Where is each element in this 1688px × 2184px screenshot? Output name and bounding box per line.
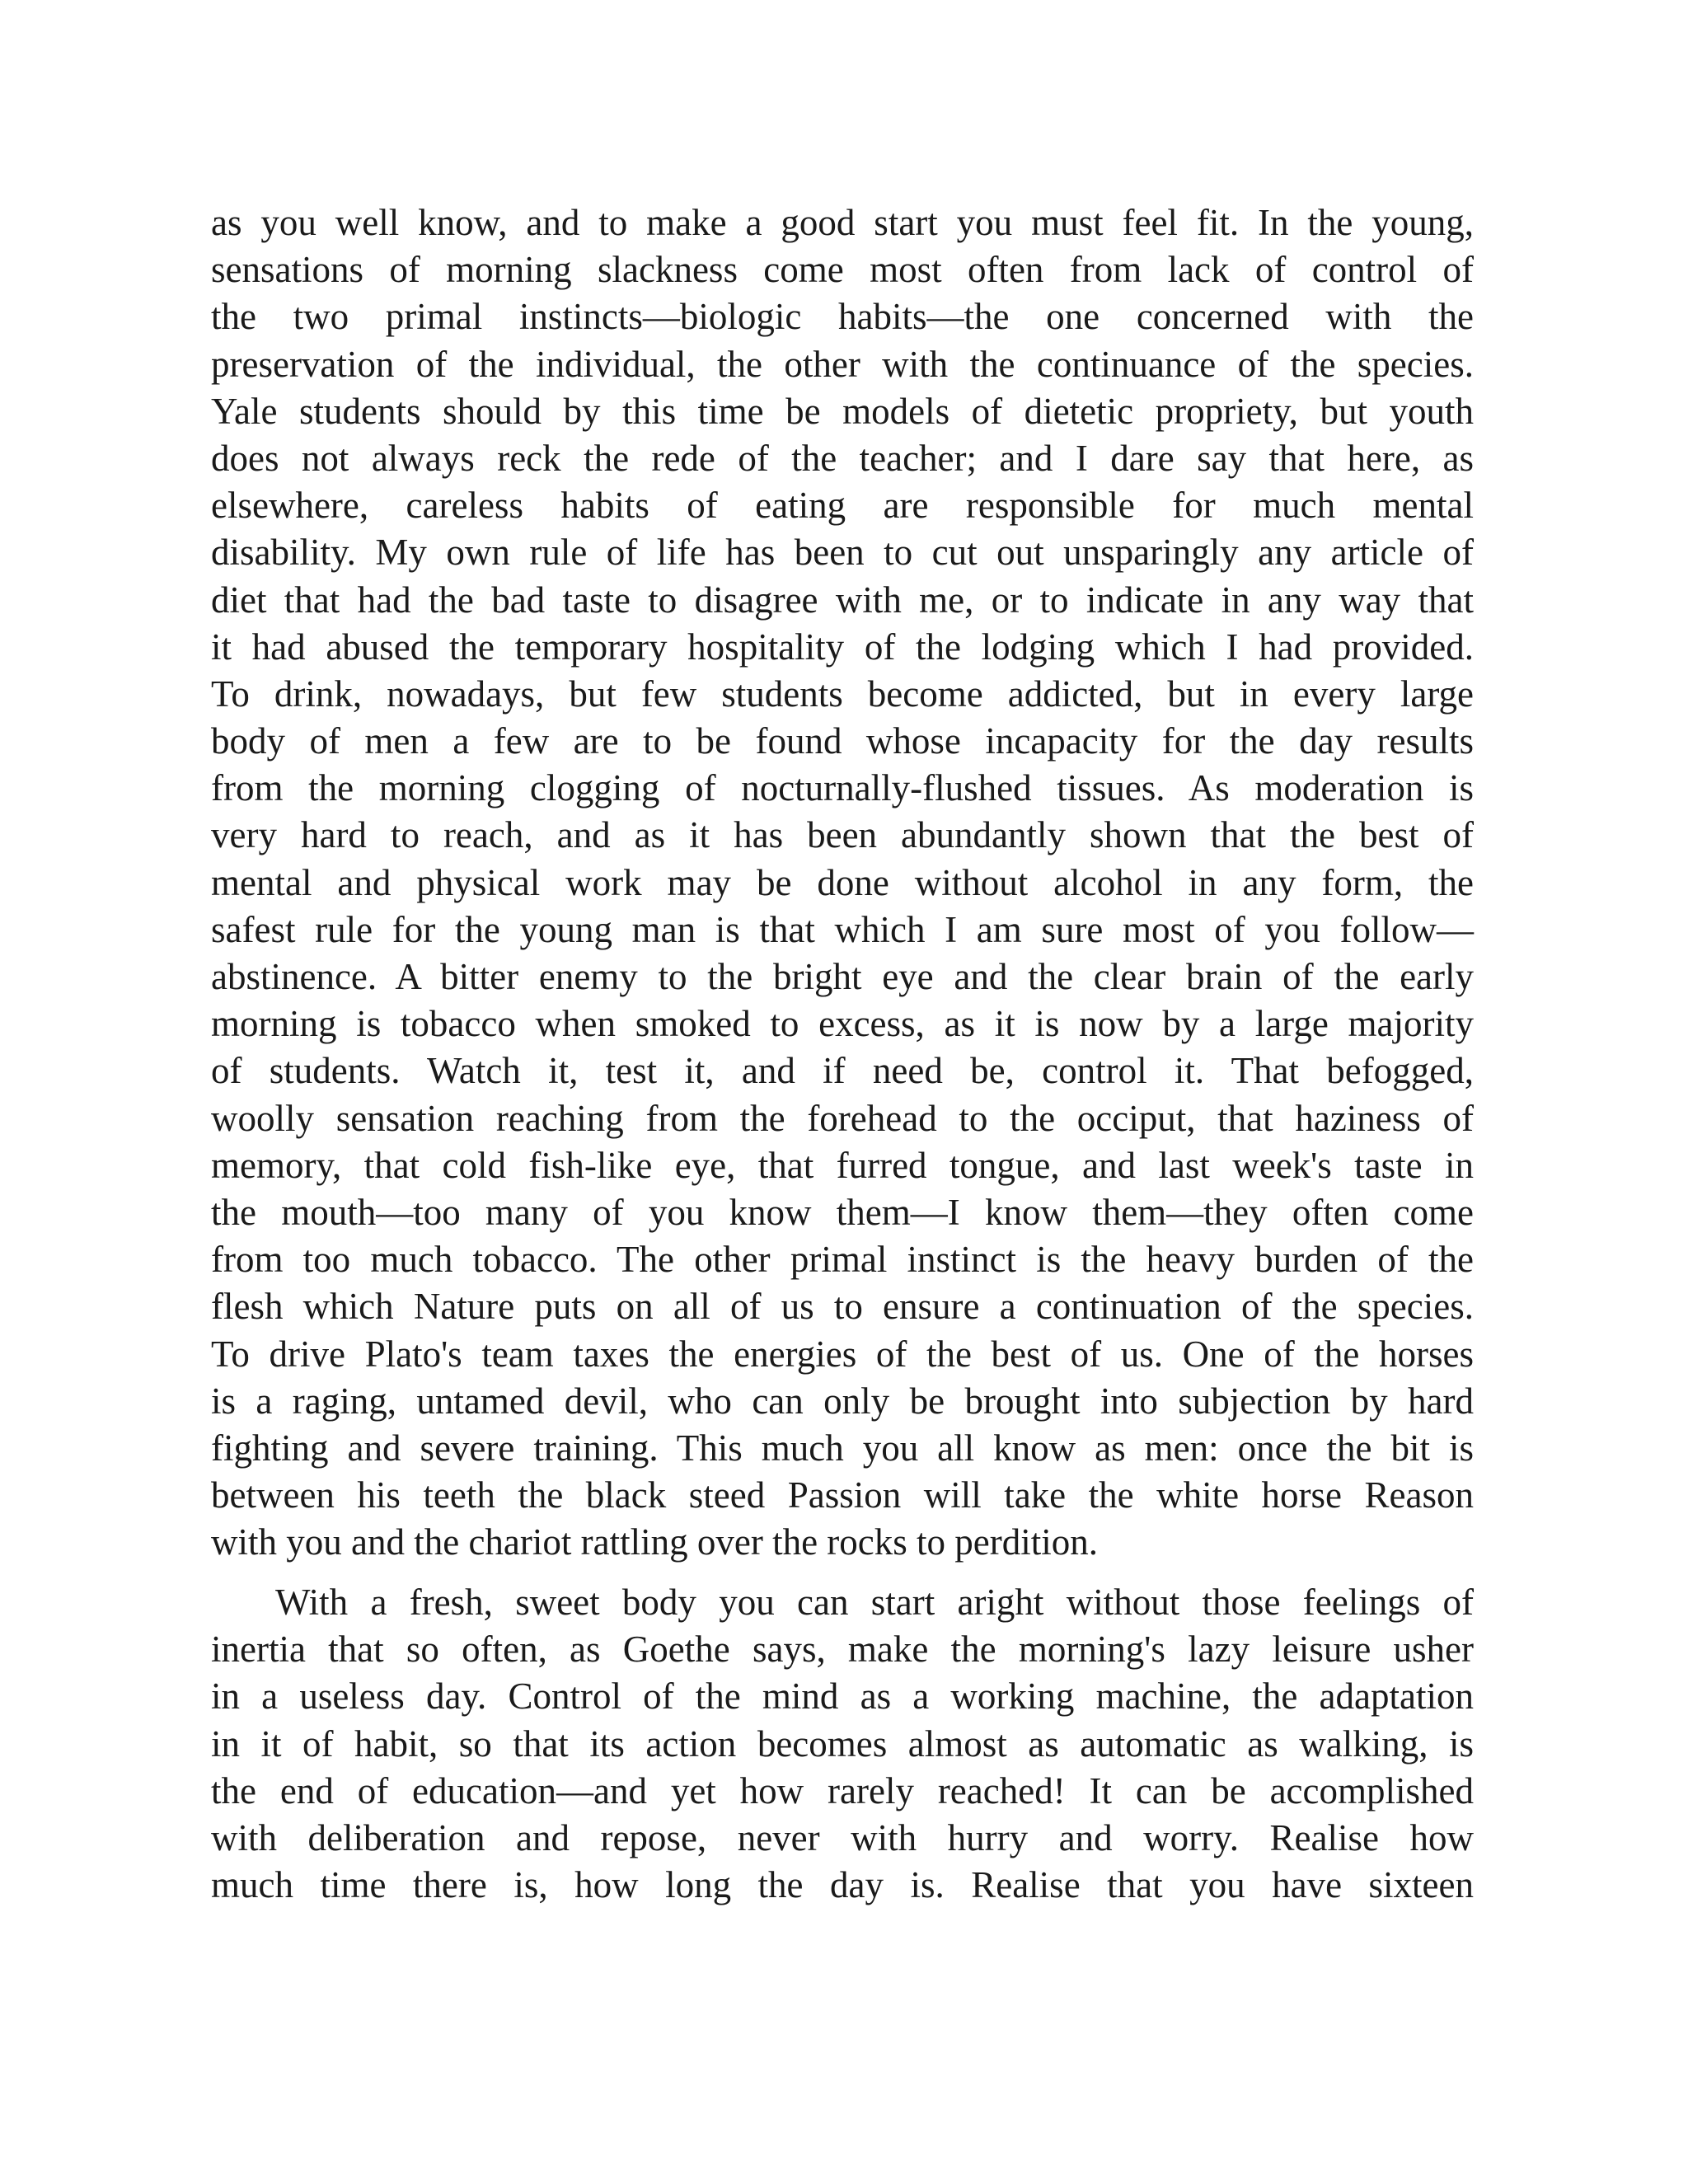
text-line: in a useless day. Control of the mind as a working machine, the adaptation (211, 1675, 1474, 1718)
text-line: between his teeth the black steed Passion will take the white horse Reason (211, 1474, 1474, 1516)
text-line: sensations of morning slackness come most often from lack of control of (211, 249, 1474, 291)
text-line: of students. Watch it, test it, and if need be, control it. That befogged, (211, 1050, 1474, 1092)
text-line: the two primal instincts—biologic habits—the one concerned with the (211, 296, 1474, 338)
text-line: from the morning clogging of nocturnally-flushed tissues. As moderation is (211, 767, 1474, 809)
text-line: body of men a few are to be found whose incapacity for the day results (211, 720, 1474, 762)
text-line: the end of education—and yet how rarely reached! It can be accomplished (211, 1769, 1474, 1811)
text-line: preservation of the individual, the other with the continuance of the species. (211, 343, 1474, 385)
text-line: morning is tobacco when smoked to excess, as it is now by a large majority (211, 1003, 1474, 1045)
text-line: woolly sensation reaching from the forehead to the occiput, that haziness of (211, 1097, 1474, 1139)
paragraph-1 (211, 199, 1474, 1566)
text-line: flesh which Nature puts on all of us to ensure a continuation of the species. (211, 1286, 1474, 1328)
text-line: disability. My own rule of life has been to cut out unsparingly any article of (211, 532, 1474, 574)
text-line: the mouth—too many of you know them—I know them—they often come (211, 1191, 1474, 1233)
text-line: fighting and severe training. This much you all know as men: once the bit is (211, 1427, 1474, 1469)
text-line: safest rule for the young man is that which I am sure most of you follow— (211, 908, 1474, 950)
text-line: as you well know, and to make a good start you must feel fit. In the young, (211, 202, 1474, 243)
text-line: To drive Plato's team taxes the energies of the best of us. One of the horses (211, 1333, 1474, 1375)
text-line: memory, that cold fish-like eye, that furred tongue, and last week's taste in (211, 1144, 1474, 1186)
text-line: inertia that so often, as Goethe says, make the morning's lazy leisure usher (211, 1629, 1474, 1671)
text-line: is a raging, untamed devil, who can only be brought into subjection by hard (211, 1380, 1474, 1422)
text-line: With a fresh, sweet body you can start aright without those feelings of (275, 1582, 1474, 1623)
text-line: Yale students should by this time be models of dietetic propriety, but youth (211, 390, 1474, 432)
text-line: To drink, nowadays, but few students become addicted, but in every large (211, 673, 1474, 715)
text-line: in it of habit, so that its action becomes almost as automatic as walking, is (211, 1722, 1474, 1765)
text-line: diet that had the bad taste to disagree with me, or to indicate in any way that (211, 579, 1474, 621)
text-line: much time there is, how long the day is. Realise that you have sixteen (211, 1864, 1474, 1906)
text-line: abstinence. A bitter enemy to the bright eye and the clear brain of the early (211, 956, 1474, 997)
text-line: does not always reck the rede of the teacher; and I dare say that here, as (211, 437, 1474, 479)
text-line: elsewhere, careless habits of eating are responsible for much mental (211, 485, 1474, 527)
text-line: from too much tobacco. The other primal instinct is the heavy burden of the (211, 1239, 1474, 1281)
text-line: with deliberation and repose, never with hurry and worry. Realise how (211, 1816, 1474, 1858)
text-line: mental and physical work may be done without alcohol in any form, the (211, 861, 1474, 903)
text-line: with you and the chariot rattling over the rocks to perdition. (211, 1521, 1098, 1563)
text-line: it had abused the temporary hospitality of the lodging which I had provided. (211, 626, 1474, 668)
paragraph-2 (211, 1579, 1474, 1909)
text-line: very hard to reach, and as it has been abundantly shown that the best of (211, 814, 1474, 856)
